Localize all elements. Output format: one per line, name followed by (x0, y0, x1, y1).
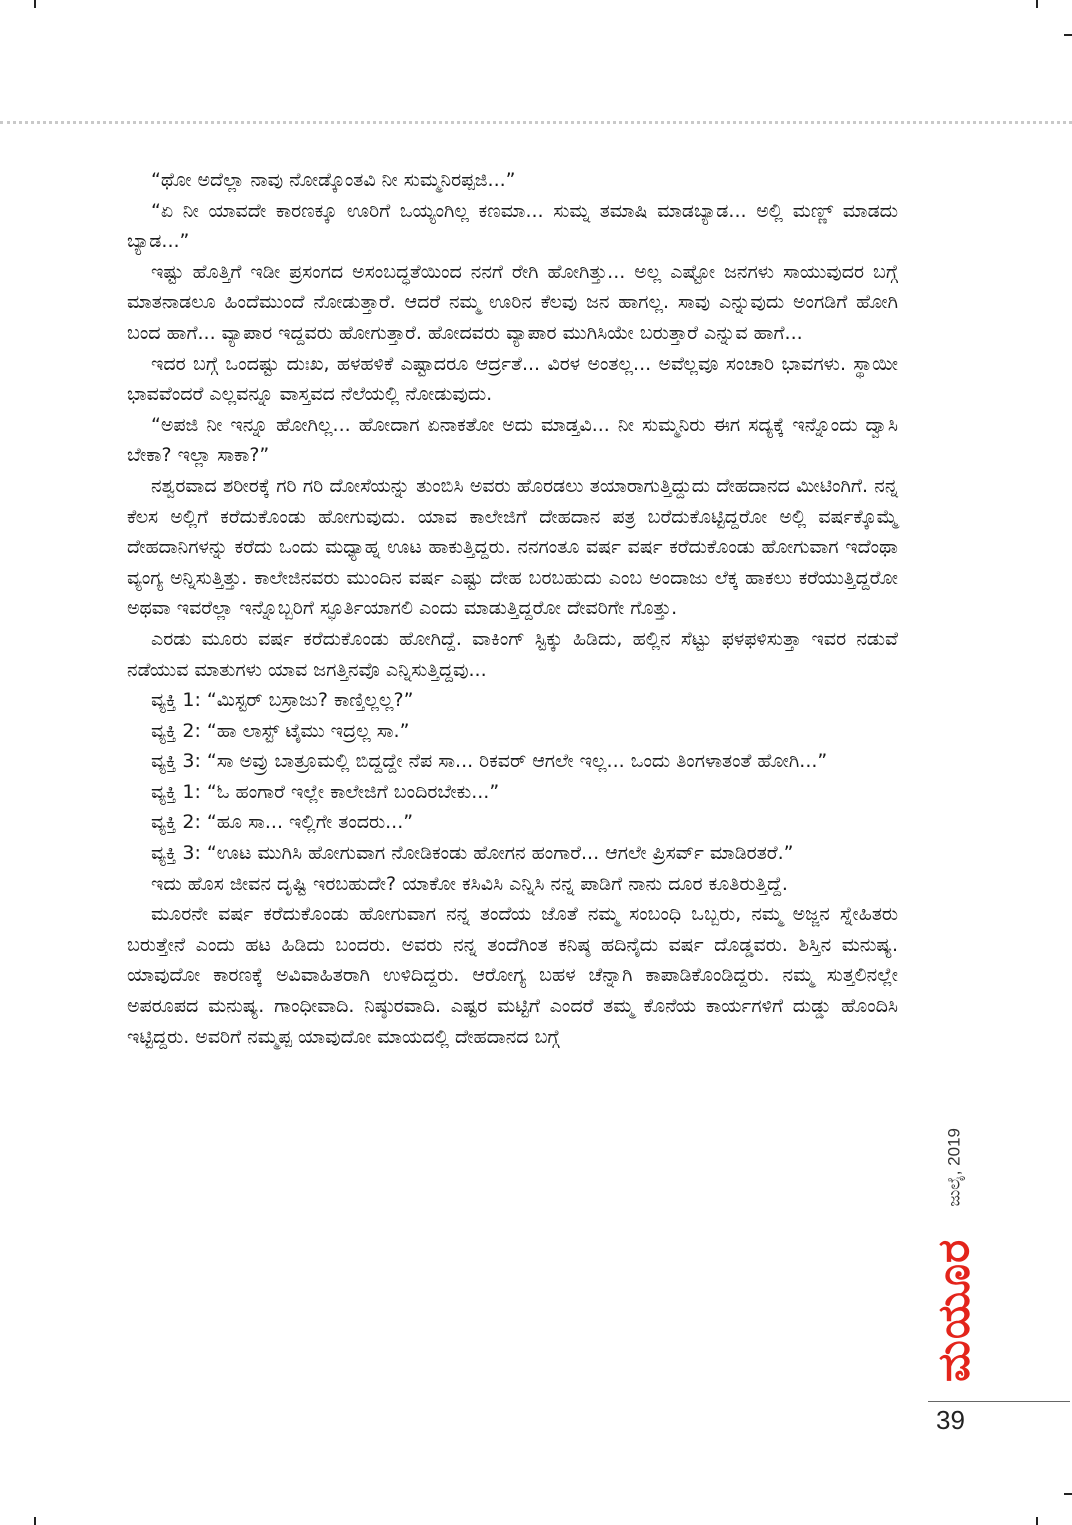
dialogue-line: ವ್ಯಕ್ತಿ 3: “ಸಾ ಅವ್ರು ಬಾತ್ರೂಮಲ್ಲಿ ಬಿದ್ದದ್ದೇ ನೆಪ ಸಾ... ರಿಕವರ್ ಆಗಲೇ ಇಲ್ಲ... ಒಂದು ತಿಂಗಳಾತಂತೆ ಹೋಗಿ...” (151, 750, 828, 773)
header-dotted-rule (0, 121, 1072, 124)
article-body (127, 165, 898, 1052)
crop-mark-right-top (1064, 34, 1072, 36)
paragraph: “ಅಪಜಿ ನೀ ಇನ್ನೂ ಹೋಗಿಲ್ಲ... ಹೋದಾಗ ಏನಾಕತೋ ಅದು ಮಾಡ್ತವಿ... ನೀ ಸುಮ್ಮನಿರು ಈಗ ಸದ್ಯಕ್ಕೆ ಇನ್ನೊಂದು ದ್ವಾಸಿ ಬೇಕಾ? ಇಲ್ಲಾ ಸಾಕಾ?” (127, 413, 898, 467)
paragraph: ಮೂರನೇ ವರ್ಷ ಕರೆದುಕೊಂಡು ಹೋಗುವಾಗ ನನ್ನ ತಂದೆಯ ಜೊತೆ ನಮ್ಮ ಸಂಬಂಧಿ ಒಬ್ಬರು, ನಮ್ಮ ಅಜ್ಜನ ಸ್ನೇಹಿತರು ಬರುತ್ತೇನೆ ಎಂದು ಹಟ ಹಿಡಿದು ಬಂದರು. ಅವರು ನನ್ನ ತಂದೆಗಿಂತ ಕನಿಷ್ಠ ಹದಿನೈದು ವರ್ಷ ದೊಡ್ಡವರು. ಶಿಸ್ತಿನ ಮನುಷ್ಯ. ಯಾವುದೋ ಕಾರಣಕ್ಕೆ ಅವಿವಾಹಿತರಾಗಿ ಉಳಿದಿದ್ದರು. ಆರೋಗ್ಯ ಬಹಳ ಚೆನ್ನಾಗಿ ಕಾಪಾಡಿಕೊಂಡಿದ್ದರು. ನಮ್ಮ ಸುತ್ತಲಿನಲ್ಲೇ ಅಪರೂಪದ ಮನುಷ್ಯ. ಗಾಂಧೀವಾದಿ. ನಿಷ್ಠುರವಾದಿ. ಎಷ್ಟರ ಮಟ್ಟಿಗೆ ಎಂದರೆ ತಮ್ಮ ಕೊನೆಯ ಕಾರ್ಯಗಳಿಗೆ ದುಡ್ಡು ಹೊಂದಿಸಿ ಇಟ್ಟಿದ್ದರು. ಅವರಿಗೆ ನಮ್ಮಪ್ಪ ಯಾವುದೋ ಮಾಯದಲ್ಲಿ ದೇಹದಾನದ ಬಗ್ಗೆ (127, 903, 898, 1048)
dialogue-line: ವ್ಯಕ್ತಿ 2: “ಹೂ ಸಾ... ಇಲ್ಲಿಗೇ ತಂದರು...” (151, 811, 414, 834)
dialogue-line: ವ್ಯಕ್ತಿ 1: “ಮಿಸ್ಟರ್ ಬಸ್ರಾಜು? ಕಾಣ್ತಿಲ್ಲಲ್ಲ?” (151, 689, 414, 712)
crop-mark-top-right (1036, 0, 1038, 8)
paragraph: “ಥೋ ಅದೆಲ್ಲಾ ನಾವು ನೋಡ್ಕೊಂತವಿ ನೀ ಸುಮ್ಮನಿರಪ್ಪಜಿ...” (151, 169, 516, 191)
paragraph: “ಏ ನೀ ಯಾವದೇ ಕಾರಣಕ್ಕೂ ಊರಿಗೆ ಒಯ್ಯಂಗಿಲ್ಲ ಕಣಮಾ... ಸುಮ್ನ ತಮಾಷಿ ಮಾಡಬ್ಯಾಡ... ಅಲ್ಲಿ ಮಣ್ಣ್ ಮಾಡದು ಬ್ಯಾಡ...” (127, 199, 898, 253)
paragraph: ಇದರ ಬಗ್ಗೆ ಒಂದಷ್ಟು ದುಃಖ, ಹಳಹಳಿಕೆ ಎಷ್ಟಾದರೂ ಆರ್ದ್ರತೆ... ವಿರಳ ಅಂತಲ್ಲ... ಅವೆಲ್ಲವೂ ಸಂಚಾರಿ ಭಾವಗಳು. ಸ್ಥಾಯೀ ಭಾವವೆಂದರೆ ಎಲ್ಲವನ್ನೂ ವಾಸ್ತವದ ನೆಲೆಯಲ್ಲಿ ನೋಡುವುದು. (127, 352, 898, 406)
magazine-sidebar (929, 1110, 979, 1400)
paragraph: ಇದು ಹೊಸ ಜೀವನ ದೃಷ್ಟಿ ಇರಬಹುದೇ? ಯಾಕೋ ಕಸಿವಿಸಿ ಎನ್ನಿಸಿ ನನ್ನ ಪಾಡಿಗೆ ನಾನು ದೂರ ಕೂತಿರುತ್ತಿದ್ದೆ. (151, 872, 788, 895)
dialogue-line: ವ್ಯಕ್ತಿ 1: “ಓ ಹಂಗಾರೆ ಇಲ್ಲೇ ಕಾಲೇಜಿಗೆ ಬಂದಿರಬೇಕು...” (151, 780, 500, 803)
crop-mark-right-bottom (1064, 1493, 1072, 1495)
paragraph: ಎರಡು ಮೂರು ವರ್ಷ ಕರೆದುಕೊಂಡು ಹೋಗಿದ್ದೆ. ವಾಕಿಂಗ್ ಸ್ಟಿಕ್ಕು ಹಿಡಿದು, ಹಲ್ಲಿನ ಸೆಟ್ಟು ಫಳಫಳಿಸುತ್ತಾ ಇವರ ನಡುವೆ ನಡೆಯುವ ಮಾತುಗಳು ಯಾವ ಜಗತ್ತಿನವೊ ಎನ್ನಿಸುತ್ತಿದ್ದವು... (127, 627, 898, 681)
dialogue-line: ವ್ಯಕ್ತಿ 2: “ಹಾ ಲಾಸ್ಟ್ ಟೈಮು ಇದ್ರಲ್ಲ ಸಾ.” (151, 719, 410, 742)
crop-mark-bottom-right (1036, 1517, 1038, 1525)
paragraph: ನಶ್ವರವಾದ ಶರೀರಕ್ಕೆ ಗರಿ ಗರಿ ದೋಸೆಯನ್ನು ತುಂಬಿಸಿ ಅವರು ಹೊರಡಲು ತಯಾರಾಗುತ್ತಿದ್ದುದು ದೇಹದಾನದ ಮೀಟಿಂಗಿಗೆ. ನನ್ನ ಕೆಲಸ ಅಲ್ಲಿಗೆ ಕರೆದುಕೊಂಡು ಹೋಗುವುದು. ಯಾವ ಕಾಲೇಜಿಗೆ ದೇಹದಾನ ಪತ್ರ ಬರೆದುಕೊಟ್ಟಿದ್ದರೋ ಅಲ್ಲಿ ವರ್ಷಕ್ಕೊಮ್ಮೆ ದೇಹದಾನಿಗಳನ್ನು ಕರೆದು ಒಂದು ಮಧ್ಯಾಹ್ನ ಊಟ ಹಾಕುತ್ತಿದ್ದರು. ನನಗಂತೂ ವರ್ಷ ವರ್ಷ ಕರೆದುಕೊಂಡು ಹೋಗುವಾಗ ಇದೆಂಥಾ ವ್ಯಂಗ್ಯ ಅನ್ನಿಸುತ್ತಿತ್ತು. ಕಾಲೇಜಿನವರು ಮುಂದಿನ ವರ್ಷ ಎಷ್ಟು ದೇಹ ಬರಬಹುದು ಎಂಬ ಅಂದಾಜು ಲೆಕ್ಕ ಹಾಕಲು ಕರೆಯುತ್ತಿದ್ದರೋ ಅಥವಾ ಇವರೆಲ್ಲಾ ಇನ್ನೊಬ್ಬರಿಗೆ ಸ್ಫೂರ್ತಿಯಾಗಲಿ ಎಂದು ಮಾಡುತ್ತಿದ್ದರೋ ದೇವರಿಗೇ ಗೊತ್ತು. (127, 474, 898, 620)
dialogue-line: ವ್ಯಕ್ತಿ 3: “ಊಟ ಮುಗಿಸಿ ಹೋಗುವಾಗ ನೋಡಿಕಂಡು ಹೋಗನ ಹಂಗಾರೆ... ಆಗಲೇ ಪ್ರಿಸರ್ವ್ ಮಾಡಿರತರೆ.” (151, 842, 794, 865)
issue-date: ಜುಲೈ, 2019 (944, 1128, 963, 1207)
magazine-name: ಮಯೂರ (928, 1238, 980, 1382)
page-number: 39 (936, 1405, 965, 1435)
paragraph: ಇಷ್ಟು ಹೊತ್ತಿಗೆ ಇಡೀ ಪ್ರಸಂಗದ ಅಸಂಬದ್ಧತೆಯಿಂದ ನನಗೆ ರೇಗಿ ಹೋಗಿತ್ತು... ಅಲ್ಲ ಎಷ್ಟೋ ಜನಗಳು ಸಾಯುವುದರ ಬಗ್ಗೆ ಮಾತನಾಡಲೂ ಹಿಂದೆಮುಂದೆ ನೋಡುತ್ತಾರೆ. ಆದರೆ ನಮ್ಮ ಊರಿನ ಕೆಲವು ಜನ ಹಾಗಲ್ಲ. ಸಾವು ಎನ್ನುವುದು ಅಂಗಡಿಗೆ ಹೋಗಿ ಬಂದ ಹಾಗೆ... ವ್ಯಾಪಾರ ಇದ್ದವರು ಹೋಗುತ್ತಾರೆ. ಹೋದವರು ವ್ಯಾಪಾರ ಮುಗಿಸಿಯೇ ಬರುತ್ತಾರೆ ಎನ್ನುವ ಹಾಗೆ... (127, 260, 898, 344)
crop-mark-bottom-left (34, 1517, 36, 1525)
crop-mark-top-left (34, 0, 36, 8)
page-number-rule (928, 1401, 1070, 1402)
